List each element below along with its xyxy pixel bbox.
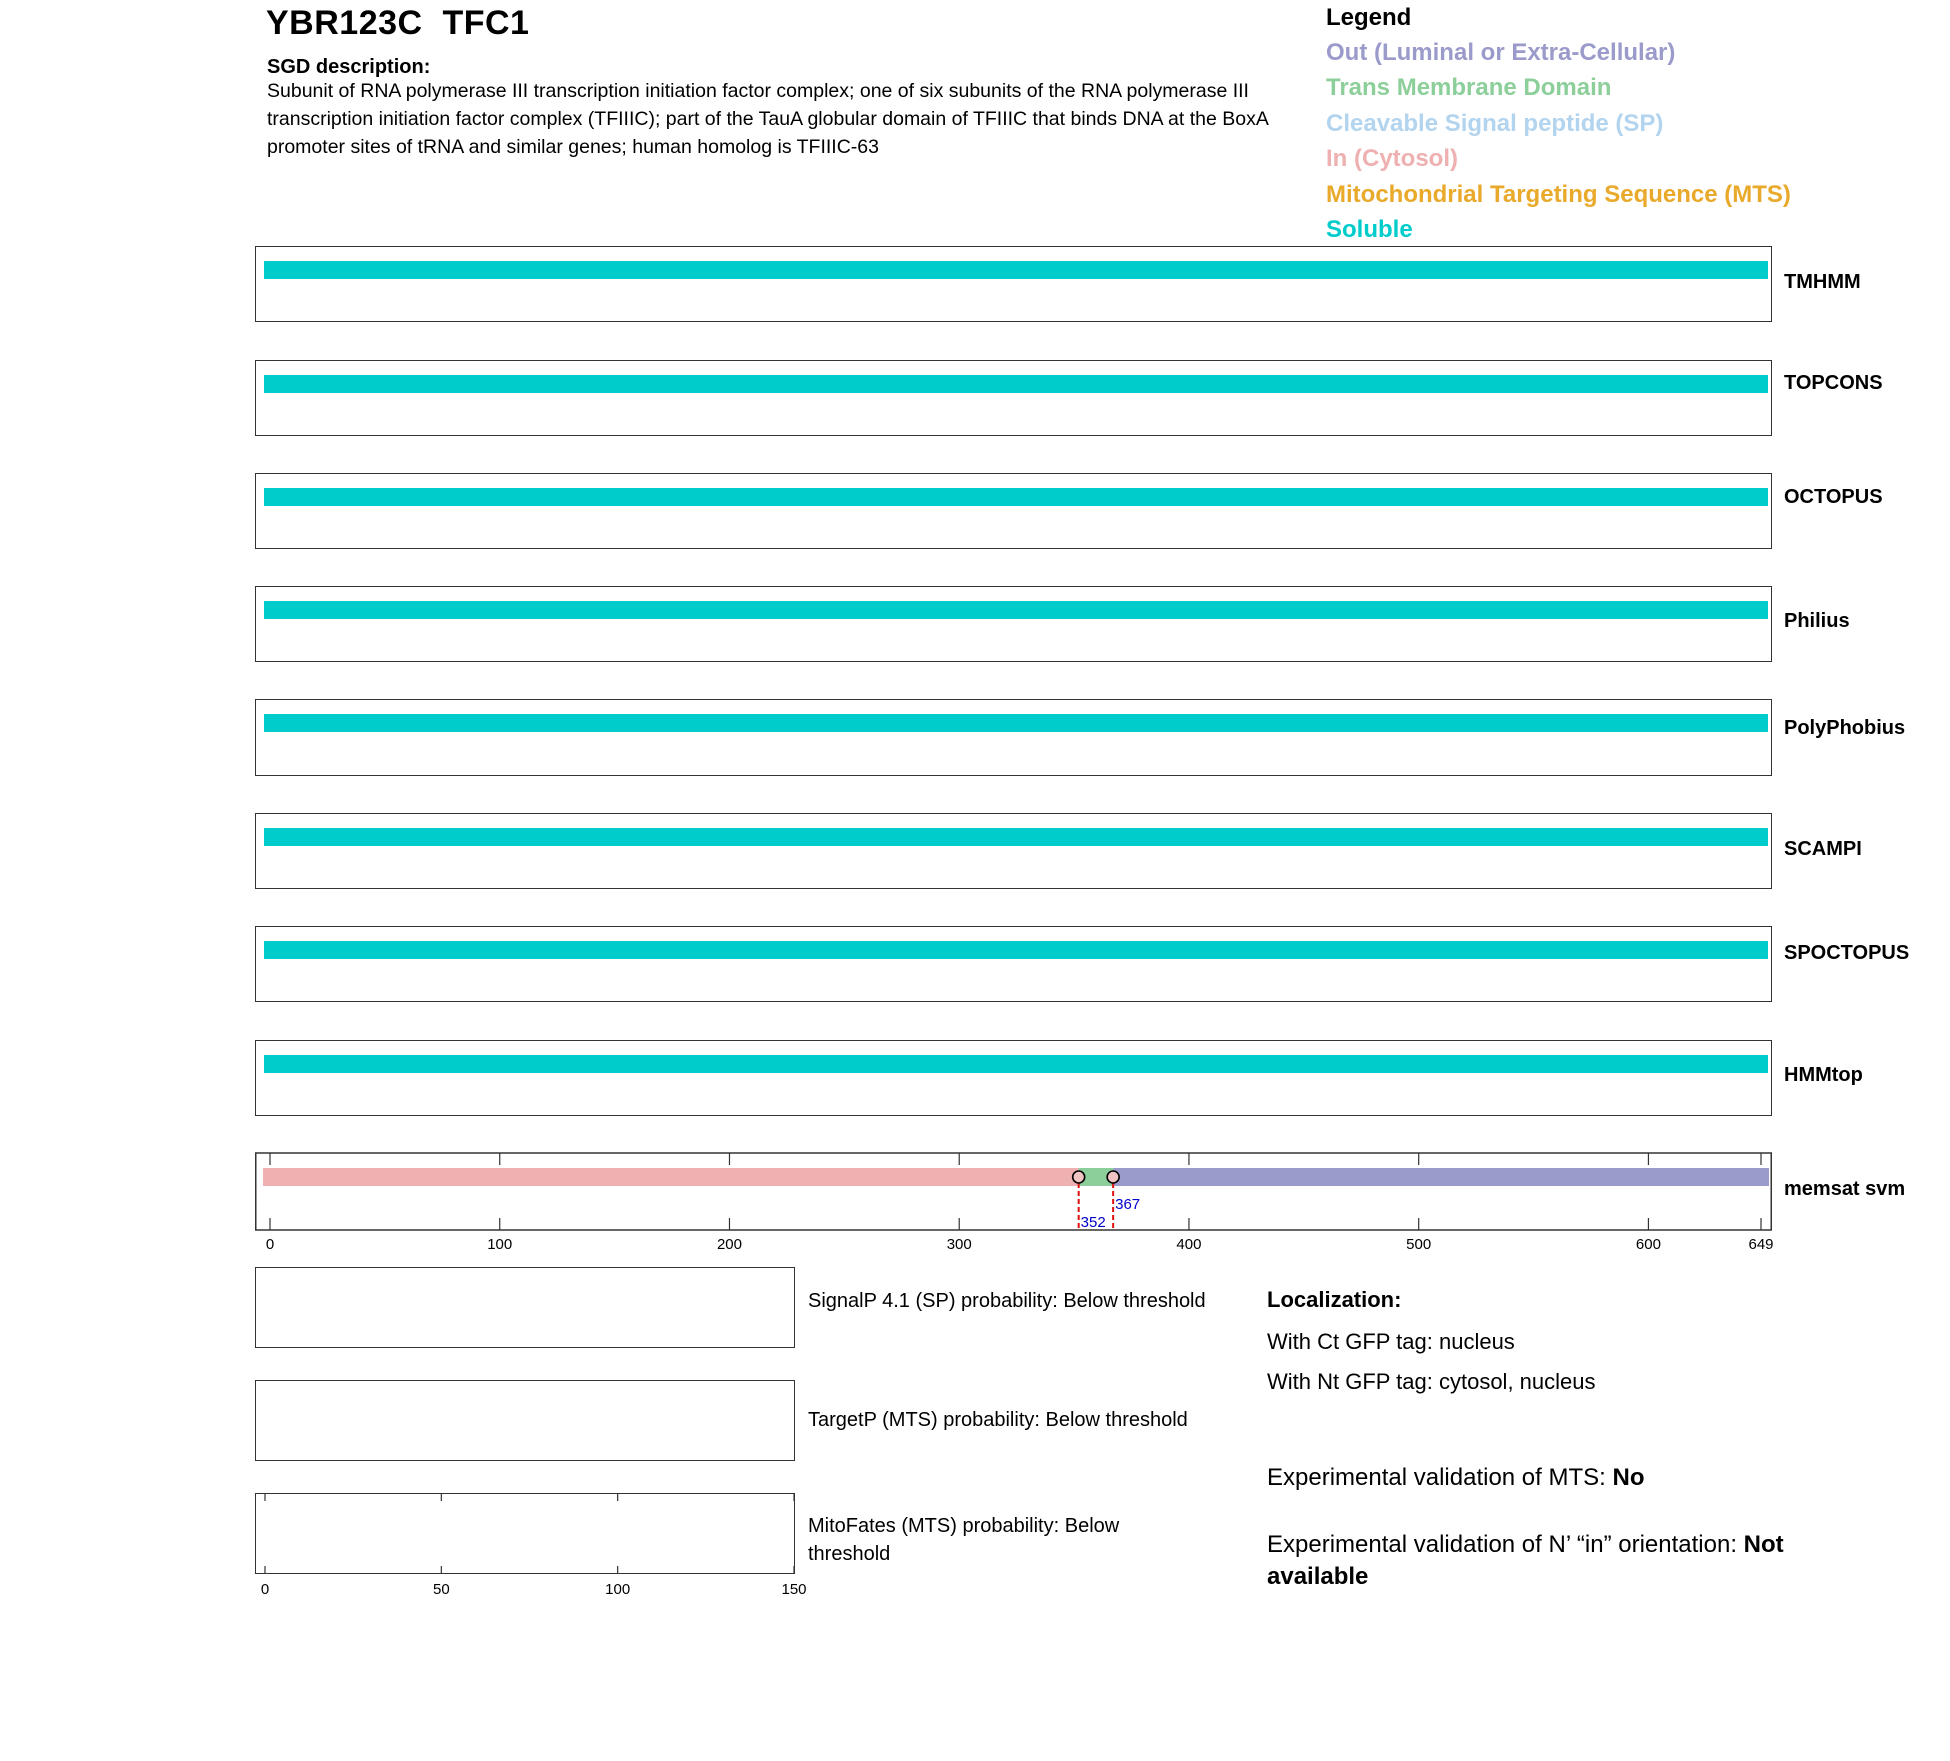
targetp-label: TargetP (MTS) probability: Below threshold: [808, 1409, 1188, 1431]
legend-item-tm: Trans Membrane Domain: [1326, 74, 1612, 101]
validation-orientation-prefix: Experimental validation of N’ “in” orientation:: [1267, 1531, 1744, 1558]
track-label-tmhmm: TMHMM: [1784, 271, 1861, 293]
memsat-frame: [256, 1153, 1772, 1230]
legend-item-soluble: Soluble: [1326, 216, 1413, 243]
legend-item-in: In (Cytosol): [1326, 145, 1458, 172]
prob-axis-tick-label: 100: [605, 1581, 631, 1598]
validation-orientation: [1267, 1529, 1867, 1593]
track-label-topcons: TOPCONS: [1784, 372, 1883, 394]
memsat-tick-label: 600: [1635, 1236, 1661, 1253]
track-label-spoctopus: SPOCTOPUS: [1784, 942, 1910, 964]
track-label-polyphobius: PolyPhobius: [1784, 717, 1906, 739]
track-label-scampi: SCAMPI: [1784, 838, 1862, 860]
memsat-segment: [263, 1168, 1079, 1186]
memsat-tick-label: 649: [1748, 1236, 1774, 1253]
signalp-label: SignalP 4.1 (SP) probability: Below threshold: [808, 1290, 1206, 1312]
memsat-boundary-marker: [1107, 1171, 1119, 1183]
mitofates-label: MitoFates (MTS) probability: Below threshold: [808, 1515, 1120, 1565]
validation-orientation-value: Not available: [1267, 1531, 1784, 1590]
memsat-tick-label: 200: [716, 1236, 742, 1253]
memsat-boundary-label: 352: [1080, 1214, 1106, 1231]
description-heading: SGD description:: [267, 56, 431, 78]
track-label-philius: Philius: [1784, 610, 1850, 632]
description-text: Subunit of RNA polymerase III transcription initiation factor complex; one of six subunits of the RNA polymerase III transcription initiation factor complex (TFIIIC); part of the TauA globular domain of TFIIIC that binds DNA at the BoxA promoter sites of tRNA and similar genes; human homolog is TFIIIC-63: [267, 80, 1268, 158]
validation-mts: [1267, 1462, 1867, 1494]
prob-axis-tick-label: 50: [432, 1581, 450, 1598]
legend-item-mts: Mitochondrial Targeting Sequence (MTS): [1326, 181, 1791, 208]
memsat-tick-label: 0: [265, 1236, 275, 1253]
memsat-segment: [1113, 1168, 1769, 1186]
track-label-memsat: memsat svm: [1784, 1178, 1906, 1200]
signalp-plot: [255, 1267, 795, 1348]
memsat-boundary-label: 367: [1115, 1196, 1141, 1213]
localization-heading: Localization:: [1267, 1287, 1402, 1312]
prob-axis-tick-label: 0: [260, 1581, 270, 1598]
memsat-boundary-marker: [1073, 1171, 1085, 1183]
memsat-tick-label: 300: [946, 1236, 972, 1253]
memsat-tick-label: 100: [487, 1236, 513, 1253]
validation-mts-value: No: [1612, 1464, 1645, 1491]
mitofates-axis: [0, 1480, 900, 1610]
legend-item-out: Out (Luminal or Extra-Cellular): [1326, 39, 1676, 66]
legend-item-sp: Cleavable Signal peptide (SP): [1326, 110, 1664, 137]
targetp-plot: [255, 1380, 795, 1461]
localization-nt: With Nt GFP tag: cytosol, nucleus: [1267, 1369, 1596, 1394]
memsat-tick-label: 400: [1176, 1236, 1202, 1253]
track-label-hmmtop: HMMtop: [1784, 1064, 1863, 1086]
prob-axis-tick-label: 150: [781, 1581, 807, 1598]
gene-title: YBR123C TFC1: [266, 4, 530, 42]
legend-title: Legend: [1326, 4, 1412, 31]
memsat-tick-label: 500: [1406, 1236, 1432, 1253]
validation-mts-prefix: Experimental validation of MTS:: [1267, 1464, 1613, 1491]
track-label-octopus: OCTOPUS: [1784, 486, 1883, 508]
localization-ct: With Ct GFP tag: nucleus: [1267, 1329, 1515, 1354]
